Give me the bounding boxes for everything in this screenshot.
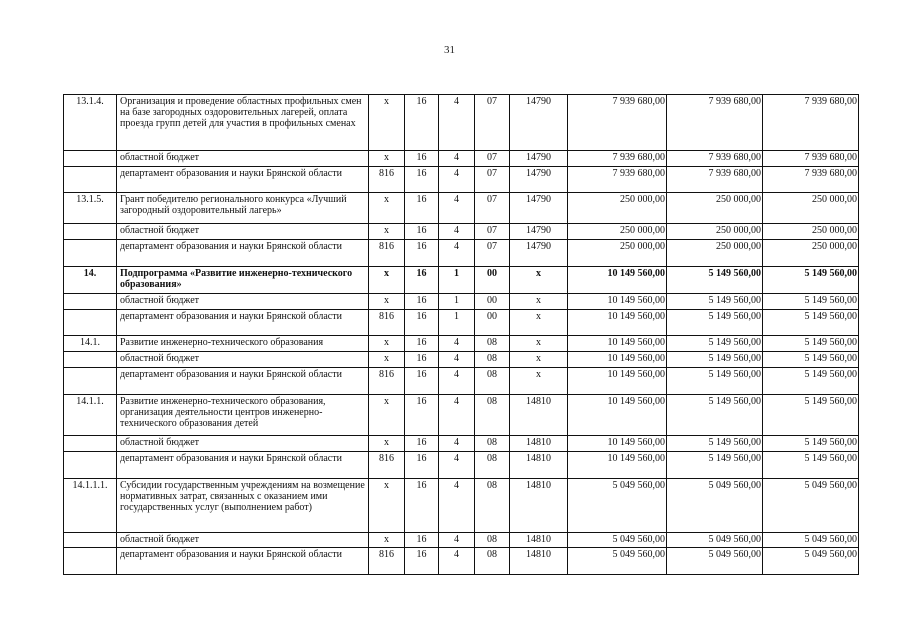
item-code: 13.1.5. (64, 193, 117, 224)
item-code: 13.1.4. (64, 95, 117, 151)
amount-year-3: 5 149 560,00 (763, 395, 859, 436)
item-code: 14.1. (64, 336, 117, 352)
section-code: 08 (475, 533, 510, 548)
ministry-code: 816 (369, 240, 405, 267)
amount-year-2: 7 939 680,00 (667, 95, 763, 151)
subprogram-code: 4 (439, 479, 475, 533)
subprogram-code: 4 (439, 395, 475, 436)
ministry-code: 816 (369, 548, 405, 575)
subprogram-code: 4 (439, 548, 475, 575)
amount-year-3: 5 049 560,00 (763, 479, 859, 533)
subprogram-code: 4 (439, 452, 475, 479)
section-code: 07 (475, 224, 510, 240)
direction-code: 14810 (510, 479, 568, 533)
direction-code: 14810 (510, 395, 568, 436)
item-code (64, 224, 117, 240)
item-name: областной бюджет (117, 294, 369, 310)
ministry-code: x (369, 193, 405, 224)
item-code (64, 533, 117, 548)
ministry-code: 816 (369, 310, 405, 336)
table-body (64, 95, 859, 575)
table-row (64, 533, 859, 548)
program-code: 16 (405, 533, 439, 548)
table-row (64, 395, 859, 436)
amount-year-2: 5 149 560,00 (667, 294, 763, 310)
ministry-code: x (369, 267, 405, 294)
program-code: 16 (405, 436, 439, 452)
amount-year-3: 5 149 560,00 (763, 368, 859, 395)
direction-code: 14790 (510, 240, 568, 267)
amount-year-1: 10 149 560,00 (568, 452, 667, 479)
item-name: областной бюджет (117, 151, 369, 167)
direction-code: 14790 (510, 95, 568, 151)
section-code: 00 (475, 267, 510, 294)
subprogram-code: 1 (439, 267, 475, 294)
ministry-code: x (369, 224, 405, 240)
budget-table (63, 94, 859, 575)
program-code: 16 (405, 95, 439, 151)
direction-code: 14790 (510, 193, 568, 224)
amount-year-3: 250 000,00 (763, 240, 859, 267)
amount-year-3: 5 049 560,00 (763, 548, 859, 575)
program-code: 16 (405, 336, 439, 352)
ministry-code: x (369, 294, 405, 310)
ministry-code: 816 (369, 368, 405, 395)
item-code (64, 548, 117, 575)
amount-year-1: 250 000,00 (568, 240, 667, 267)
section-code: 07 (475, 240, 510, 267)
amount-year-1: 10 149 560,00 (568, 267, 667, 294)
item-name: Грант победителю регионального конкурса «Лучший загородный оздоровительный лагерь» (117, 193, 369, 224)
program-code: 16 (405, 352, 439, 368)
amount-year-2: 7 939 680,00 (667, 167, 763, 193)
item-code: 14. (64, 267, 117, 294)
section-code: 08 (475, 452, 510, 479)
program-code: 16 (405, 294, 439, 310)
table-row (64, 352, 859, 368)
amount-year-3: 5 149 560,00 (763, 452, 859, 479)
table-row (64, 336, 859, 352)
table-row (64, 436, 859, 452)
subprogram-code: 4 (439, 95, 475, 151)
item-name: областной бюджет (117, 352, 369, 368)
amount-year-2: 7 939 680,00 (667, 151, 763, 167)
item-name: областной бюджет (117, 533, 369, 548)
amount-year-3: 5 149 560,00 (763, 436, 859, 452)
section-code: 00 (475, 294, 510, 310)
amount-year-2: 250 000,00 (667, 240, 763, 267)
ministry-code: x (369, 336, 405, 352)
table-row (64, 95, 859, 151)
direction-code: 14790 (510, 224, 568, 240)
amount-year-1: 7 939 680,00 (568, 95, 667, 151)
direction-code: x (510, 368, 568, 395)
table-row (64, 294, 859, 310)
amount-year-2: 5 149 560,00 (667, 336, 763, 352)
item-code (64, 151, 117, 167)
amount-year-2: 250 000,00 (667, 193, 763, 224)
subprogram-code: 1 (439, 310, 475, 336)
direction-code: 14810 (510, 548, 568, 575)
table-row (64, 224, 859, 240)
subprogram-code: 4 (439, 436, 475, 452)
direction-code: 14810 (510, 436, 568, 452)
table-row (64, 452, 859, 479)
direction-code: x (510, 294, 568, 310)
program-code: 16 (405, 395, 439, 436)
amount-year-3: 5 049 560,00 (763, 533, 859, 548)
item-name: Развитие инженерно-технического образования, организация деятельности центров инженерно-технического образования детей (117, 395, 369, 436)
section-code: 07 (475, 95, 510, 151)
amount-year-1: 10 149 560,00 (568, 436, 667, 452)
item-name: Развитие инженерно-технического образования (117, 336, 369, 352)
ministry-code: x (369, 533, 405, 548)
amount-year-1: 250 000,00 (568, 193, 667, 224)
item-name: областной бюджет (117, 224, 369, 240)
ministry-code: x (369, 352, 405, 368)
amount-year-1: 10 149 560,00 (568, 368, 667, 395)
program-code: 16 (405, 193, 439, 224)
amount-year-2: 5 149 560,00 (667, 395, 763, 436)
amount-year-1: 10 149 560,00 (568, 395, 667, 436)
direction-code: x (510, 336, 568, 352)
subprogram-code: 4 (439, 224, 475, 240)
subprogram-code: 4 (439, 167, 475, 193)
program-code: 16 (405, 452, 439, 479)
item-code (64, 240, 117, 267)
item-name: областной бюджет (117, 436, 369, 452)
table-row (64, 548, 859, 575)
section-code: 08 (475, 368, 510, 395)
amount-year-2: 5 049 560,00 (667, 479, 763, 533)
amount-year-3: 5 149 560,00 (763, 310, 859, 336)
item-code (64, 368, 117, 395)
amount-year-3: 5 149 560,00 (763, 336, 859, 352)
ministry-code: 816 (369, 167, 405, 193)
item-name: департамент образования и науки Брянской области (117, 167, 369, 193)
item-code (64, 167, 117, 193)
amount-year-1: 5 049 560,00 (568, 533, 667, 548)
table-row (64, 167, 859, 193)
ministry-code: x (369, 395, 405, 436)
amount-year-2: 5 149 560,00 (667, 452, 763, 479)
subprogram-code: 4 (439, 240, 475, 267)
amount-year-3: 5 149 560,00 (763, 352, 859, 368)
item-code: 14.1.1. (64, 395, 117, 436)
subprogram-code: 1 (439, 294, 475, 310)
item-name: Организация и проведение областных профильных смен на базе загородных оздоровительных лагерей, оплата проезда групп детей для участия в профильных сменах (117, 95, 369, 151)
item-name: департамент образования и науки Брянской области (117, 310, 369, 336)
program-code: 16 (405, 224, 439, 240)
ministry-code: x (369, 436, 405, 452)
amount-year-1: 10 149 560,00 (568, 294, 667, 310)
amount-year-2: 5 149 560,00 (667, 310, 763, 336)
item-name: департамент образования и науки Брянской области (117, 240, 369, 267)
amount-year-1: 10 149 560,00 (568, 336, 667, 352)
table-row (64, 310, 859, 336)
direction-code: x (510, 352, 568, 368)
amount-year-1: 7 939 680,00 (568, 167, 667, 193)
table-row (64, 368, 859, 395)
table-row (64, 479, 859, 533)
amount-year-1: 5 049 560,00 (568, 548, 667, 575)
table-row (64, 267, 859, 294)
amount-year-2: 5 149 560,00 (667, 267, 763, 294)
amount-year-2: 250 000,00 (667, 224, 763, 240)
section-code: 08 (475, 352, 510, 368)
amount-year-2: 5 049 560,00 (667, 533, 763, 548)
ministry-code: x (369, 479, 405, 533)
table-row (64, 151, 859, 167)
item-code: 14.1.1.1. (64, 479, 117, 533)
direction-code: 14790 (510, 151, 568, 167)
ministry-code: x (369, 95, 405, 151)
table-row (64, 240, 859, 267)
amount-year-3: 5 149 560,00 (763, 294, 859, 310)
section-code: 07 (475, 193, 510, 224)
amount-year-1: 250 000,00 (568, 224, 667, 240)
amount-year-1: 10 149 560,00 (568, 310, 667, 336)
section-code: 08 (475, 548, 510, 575)
ministry-code: 816 (369, 452, 405, 479)
item-name: Субсидии государственным учреждениям на возмещение нормативных затрат, связанных с оказанием ими государственных услуг (выполнением работ) (117, 479, 369, 533)
section-code: 07 (475, 167, 510, 193)
program-code: 16 (405, 479, 439, 533)
amount-year-3: 7 939 680,00 (763, 151, 859, 167)
item-name: департамент образования и науки Брянской области (117, 452, 369, 479)
item-code (64, 452, 117, 479)
subprogram-code: 4 (439, 151, 475, 167)
ministry-code: x (369, 151, 405, 167)
section-code: 08 (475, 479, 510, 533)
program-code: 16 (405, 240, 439, 267)
item-name: департамент образования и науки Брянской области (117, 548, 369, 575)
subprogram-code: 4 (439, 368, 475, 395)
direction-code: 14810 (510, 452, 568, 479)
subprogram-code: 4 (439, 352, 475, 368)
amount-year-1: 7 939 680,00 (568, 151, 667, 167)
table-row (64, 193, 859, 224)
amount-year-1: 10 149 560,00 (568, 352, 667, 368)
section-code: 08 (475, 436, 510, 452)
amount-year-2: 5 049 560,00 (667, 548, 763, 575)
amount-year-3: 5 149 560,00 (763, 267, 859, 294)
subprogram-code: 4 (439, 533, 475, 548)
program-code: 16 (405, 548, 439, 575)
direction-code: 14810 (510, 533, 568, 548)
page-number: 31 (444, 44, 455, 56)
amount-year-3: 7 939 680,00 (763, 167, 859, 193)
program-code: 16 (405, 167, 439, 193)
program-code: 16 (405, 267, 439, 294)
section-code: 08 (475, 336, 510, 352)
program-code: 16 (405, 368, 439, 395)
item-code (64, 352, 117, 368)
direction-code: x (510, 310, 568, 336)
amount-year-2: 5 149 560,00 (667, 436, 763, 452)
item-code (64, 294, 117, 310)
subprogram-code: 4 (439, 336, 475, 352)
amount-year-3: 250 000,00 (763, 224, 859, 240)
amount-year-1: 5 049 560,00 (568, 479, 667, 533)
item-code (64, 436, 117, 452)
item-name: Подпрограмма «Развитие инженерно-технического образования» (117, 267, 369, 294)
subprogram-code: 4 (439, 193, 475, 224)
section-code: 07 (475, 151, 510, 167)
amount-year-3: 250 000,00 (763, 193, 859, 224)
program-code: 16 (405, 310, 439, 336)
section-code: 08 (475, 395, 510, 436)
amount-year-2: 5 149 560,00 (667, 352, 763, 368)
section-code: 00 (475, 310, 510, 336)
direction-code: 14790 (510, 167, 568, 193)
direction-code: x (510, 267, 568, 294)
item-name: департамент образования и науки Брянской области (117, 368, 369, 395)
amount-year-3: 7 939 680,00 (763, 95, 859, 151)
amount-year-2: 5 149 560,00 (667, 368, 763, 395)
program-code: 16 (405, 151, 439, 167)
item-code (64, 310, 117, 336)
